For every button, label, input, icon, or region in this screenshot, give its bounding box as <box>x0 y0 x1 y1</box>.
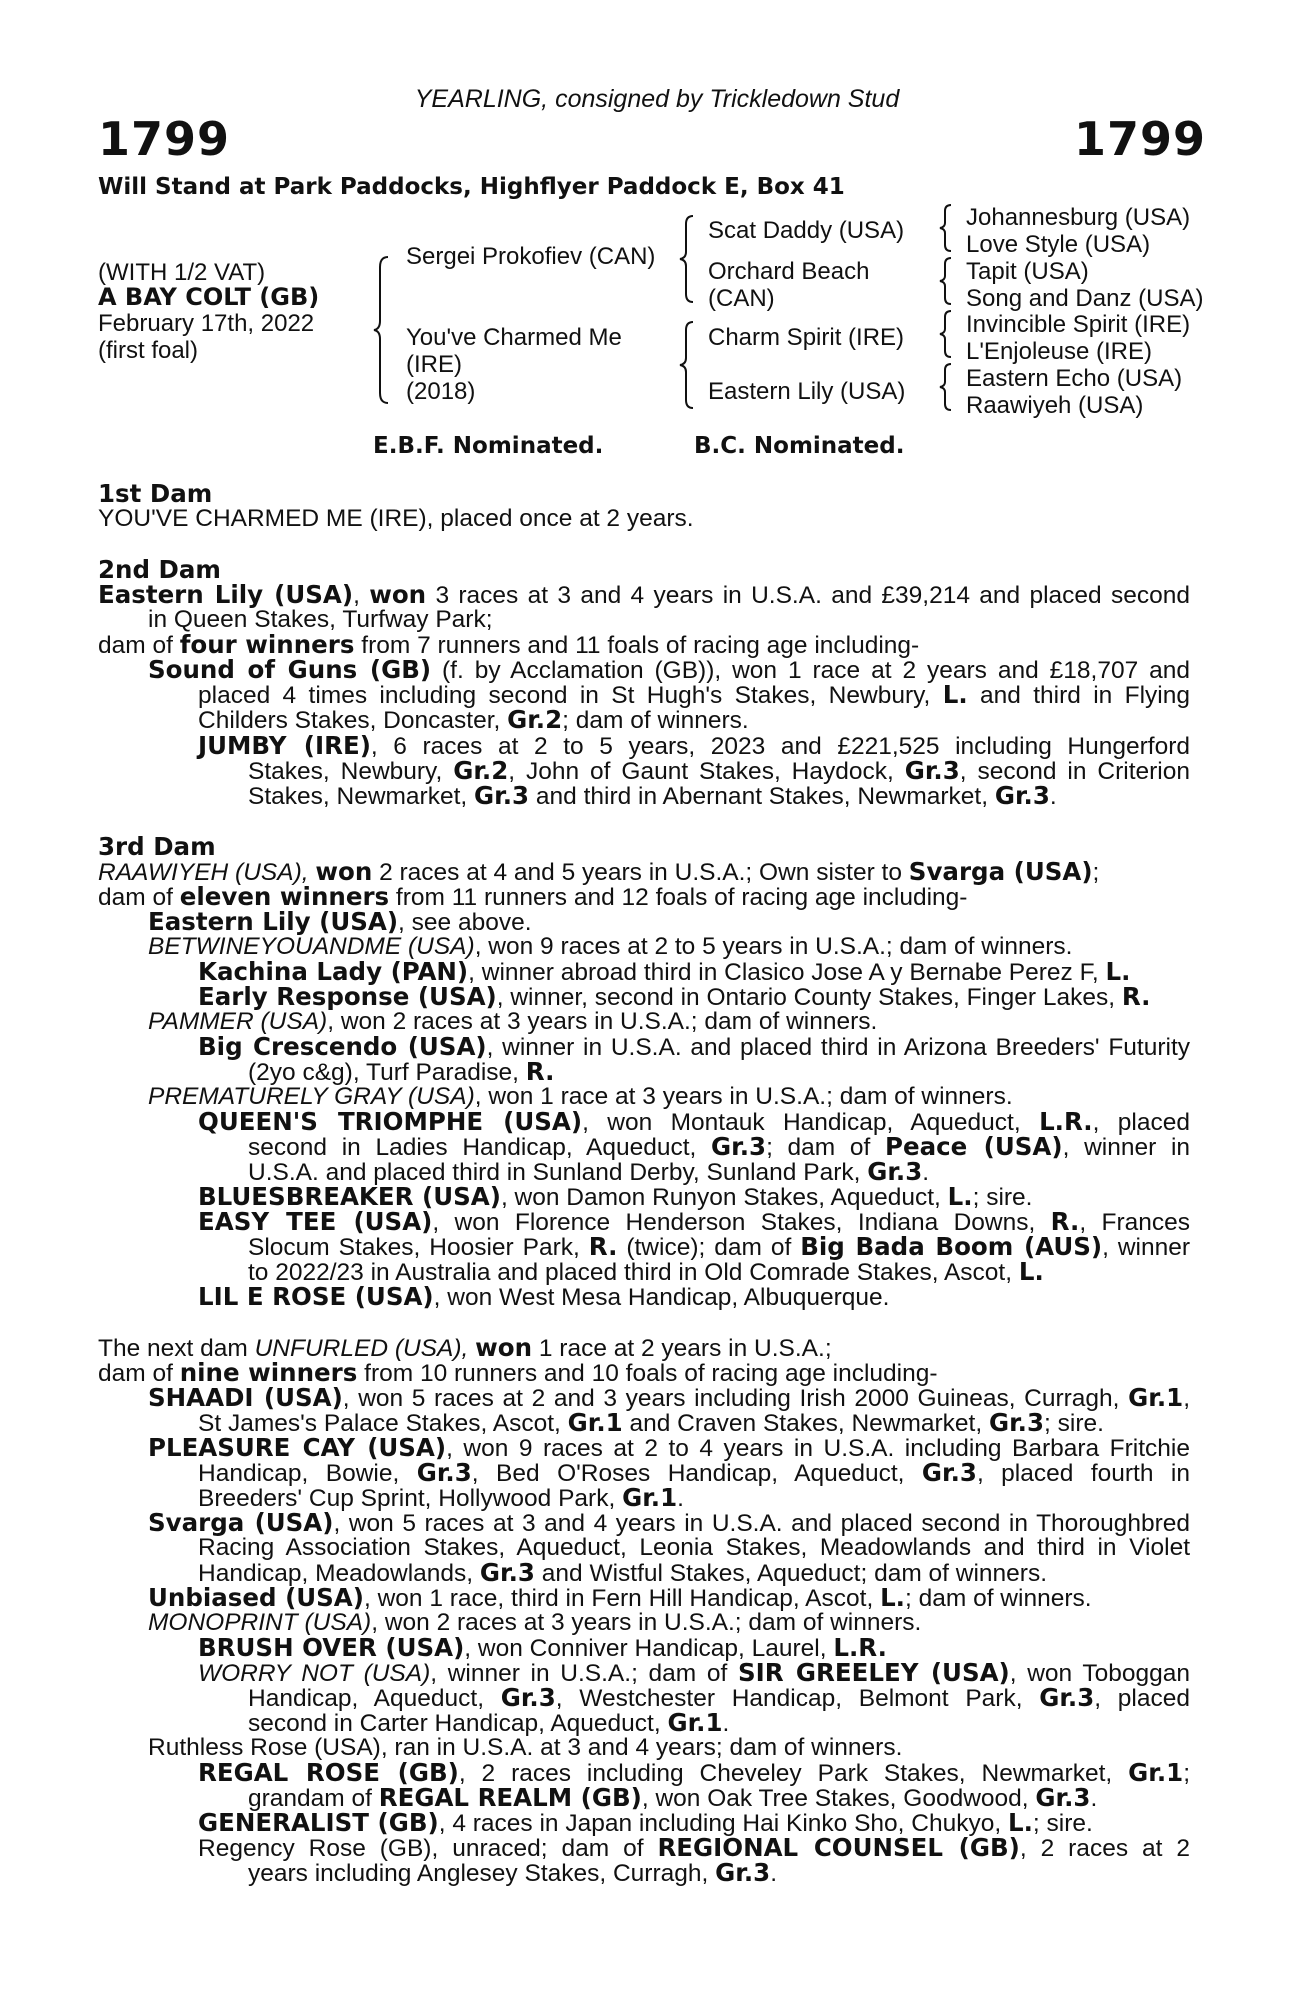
pedigree-brace-g2 <box>938 256 954 306</box>
next-dam-line18: REGAL ROSE (GB), 2 races including Cheveley Park Stakes, Newmarket, Gr.1; <box>198 1758 1190 1787</box>
second-dam-line1: Eastern Lily (USA), won 3 races at 3 and 4 years in U.S.A. and £39,214 and placed second <box>98 580 1190 609</box>
ebf-nominated: E.B.F. Nominated. <box>373 433 604 459</box>
next-dam-line19: grandam of REGAL REALM (GB), won Oak Tree Stakes, Goodwood, Gr.3. <box>248 1783 1098 1812</box>
pedigree-brace-dam <box>677 320 697 410</box>
next-dam-line6: Handicap, Bowie, Gr.3, Bed O'Roses Handicap, Aqueduct, Gr.3, placed fourth in <box>198 1458 1190 1487</box>
next-dam-line22: years including Anglesey Stakes, Curragh, Gr.3. <box>248 1858 777 1887</box>
next-dam-line15: Handicap, Aqueduct, Gr.3, Westchester Handicap, Belmont Park, Gr.3, placed <box>248 1683 1190 1712</box>
pedigree-g1: Johannesburg (USA) <box>966 204 1191 231</box>
jumby-line1: JUMBY (IRE), 6 races at 2 to 5 years, 2023 and £221,525 including Hungerford <box>198 731 1190 760</box>
third-dam-line1: RAAWIYEH (USA), won 2 races at 4 and 5 years in U.S.A.; Own sister to Svarga (USA); <box>98 857 1100 886</box>
next-dam-line11: Unbiased (USA), won 1 race, third in Fern Hill Handicap, Ascot, L.; dam of winners. <box>148 1583 1092 1612</box>
pedigree-g4: Song and Danz (USA) <box>966 285 1204 312</box>
next-dam-line20: GENERALIST (GB), 4 races in Japan including Hai Kinko Sho, Chukyo, L.; sire. <box>198 1808 1093 1837</box>
second-dam-heading: 2nd Dam <box>98 555 221 584</box>
next-dam-line12: MONOPRINT (USA), won 2 races at 3 years in U.S.A.; dam of winners. <box>148 1609 922 1636</box>
third-dam-line13: U.S.A. and placed third in Sunland Derby, Sunland Park, Gr.3. <box>248 1157 930 1186</box>
next-dam-line21: Regency Rose (GB), unraced; dam of REGIONAL COUNSEL (GB), 2 races at 2 <box>198 1833 1190 1862</box>
lot-number-left: 1799 <box>98 112 231 166</box>
next-dam-line8: Svarga (USA), won 5 races at 3 and 4 years in U.S.A. and placed second in Thoroughbred <box>148 1508 1190 1537</box>
sound-of-guns-line3: Childers Stakes, Doncaster, Gr.2; dam of winners. <box>198 705 749 734</box>
next-dam-line13: BRUSH OVER (USA), won Conniver Handicap, Laurel, L.R. <box>198 1633 887 1662</box>
dam-name: Eastern Lily (USA) <box>98 580 354 609</box>
jumby-line2: Stakes, Newbury, Gr.2, John of Gaunt Stakes, Haydock, Gr.3, second in Criterion <box>248 756 1190 785</box>
pedigree-g2: Love Style (USA) <box>966 231 1151 258</box>
third-dam-heading: 3rd Dam <box>98 832 216 861</box>
pedigree-brace-g4 <box>938 362 954 412</box>
next-dam-line14: WORRY NOT (USA), winner in U.S.A.; dam of SIR GREELEY (USA), won Toboggan <box>198 1658 1190 1687</box>
next-dam-line2: dam of nine winners from 10 runners and 10 foals of racing age including- <box>98 1358 938 1387</box>
pedigree-dam-sire: Charm Spirit (IRE) <box>708 324 905 351</box>
third-dam-line7: PAMMER (USA), won 2 races at 3 years in U.S.A.; dam of winners. <box>148 1008 878 1035</box>
third-dam-line11: QUEEN'S TRIOMPHE (USA), won Montauk Handicap, Aqueduct, L.R., placed <box>198 1107 1191 1136</box>
third-dam-line6: Early Response (USA), winner, second in Ontario County Stakes, Finger Lakes, R. <box>198 982 1151 1011</box>
third-dam-line2: dam of eleven winners from 11 runners and 12 foals of racing age including- <box>98 882 968 911</box>
pedigree-g6: L'Enjoleuse (IRE) <box>966 338 1152 365</box>
third-dam-line4: BETWINEYOUANDME (USA), won 9 races at 2 to 5 years in U.S.A.; dam of winners. <box>148 933 1073 960</box>
next-dam-line3: SHAADI (USA), won 5 races at 2 and 3 years including Irish 2000 Guineas, Curragh, Gr.1, <box>148 1383 1190 1412</box>
next-dam-line7: Breeders' Cup Sprint, Hollywood Park, Gr.1. <box>198 1483 684 1512</box>
foal-note: (first foal) <box>98 337 199 364</box>
next-dam-line17: Ruthless Rose (USA), ran in U.S.A. at 3 and 4 years; dam of winners. <box>148 1734 903 1761</box>
pedigree-brace-g3 <box>938 309 954 359</box>
next-dam-line16: second in Carter Handicap, Aqueduct, Gr.1. <box>248 1708 730 1737</box>
next-dam-line4: St James's Palace Stakes, Ascot, Gr.1 and Craven Stakes, Newmarket, Gr.3; sire. <box>198 1408 1104 1437</box>
pedigree-dam-line1: You've Charmed Me <box>406 324 622 351</box>
lot-number-right: 1799 <box>1073 112 1206 166</box>
third-dam-line15: EASY TEE (USA), won Florence Henderson Stakes, Indiana Downs, R., Frances <box>198 1207 1190 1236</box>
third-dam-line5: Kachina Lady (PAN), winner abroad third in Clasico Jose A y Bernabe Perez F, L. <box>198 957 1131 986</box>
second-dam-line2: in Queen Stakes, Turfway Park; <box>148 606 493 633</box>
third-dam-line3: Eastern Lily (USA), see above. <box>148 907 532 936</box>
horse-name: A BAY COLT (GB) <box>98 283 320 311</box>
jumby-line3: Stakes, Newmarket, Gr.3 and third in Abernant Stakes, Newmarket, Gr.3. <box>248 781 1057 810</box>
pedigree-g3: Tapit (USA) <box>966 258 1089 285</box>
stand-location: Will Stand at Park Paddocks, Highflyer Paddock E, Box 41 <box>98 174 845 200</box>
bc-nominated: B.C. Nominated. <box>694 433 905 459</box>
foaling-date: February 17th, 2022 <box>98 310 315 337</box>
pedigree-g5: Invincible Spirit (IRE) <box>966 311 1191 338</box>
third-dam-line17: to 2022/23 in Australia and placed third in Old Comrade Stakes, Ascot, L. <box>248 1257 1044 1286</box>
pedigree-g7: Eastern Echo (USA) <box>966 365 1183 392</box>
pedigree-sire: Sergei Prokofiev (CAN) <box>406 243 656 270</box>
pedigree-brace-main <box>372 255 392 405</box>
pedigree-dam-dam: Eastern Lily (USA) <box>708 378 906 405</box>
sound-of-guns-line1: Sound of Guns (GB) (f. by Acclamation (GB)), won 1 race at 2 years and £18,707 and <box>148 655 1190 684</box>
second-dam-line3: dam of four winners from 7 runners and 11 foals of racing age including- <box>98 630 920 659</box>
third-dam-line10: PREMATURELY GRAY (USA), won 1 race at 3 years in U.S.A.; dam of winners. <box>148 1083 1013 1110</box>
third-dam-line14: BLUESBREAKER (USA), won Damon Runyon Stakes, Aqueduct, L.; sire. <box>198 1182 1033 1211</box>
pedigree-dam-line2: (IRE) <box>406 351 462 378</box>
pedigree-sire-dam-line2: (CAN) <box>708 285 775 312</box>
pedigree-brace-sire <box>677 214 697 304</box>
third-dam-line16: Slocum Stakes, Hoosier Park, R. (twice); dam of Big Bada Boom (AUS), winner <box>248 1232 1191 1261</box>
next-dam-line5: PLEASURE CAY (USA), won 9 races at 2 to 4 years in U.S.A. including Barbara Fritchie <box>148 1433 1190 1462</box>
third-dam-line12: second in Ladies Handicap, Aqueduct, Gr.3; dam of Peace (USA), winner in <box>248 1132 1191 1161</box>
pedigree-sire-sire: Scat Daddy (USA) <box>708 217 905 244</box>
pedigree-brace-g1 <box>938 203 954 253</box>
pedigree-dam-line3: (2018) <box>406 378 476 405</box>
vat-note: (WITH 1/2 VAT) <box>98 259 266 286</box>
third-dam-line18: LIL E ROSE (USA), won West Mesa Handicap, Albuquerque. <box>198 1282 890 1311</box>
third-dam-line8: Big Crescendo (USA), winner in U.S.A. and placed third in Arizona Breeders' Futurity <box>198 1032 1190 1061</box>
next-dam-line1: The next dam UNFURLED (USA), won 1 race at 2 years in U.S.A.; <box>98 1333 832 1362</box>
pedigree-g8: Raawiyeh (USA) <box>966 392 1144 419</box>
third-dam-line9: (2yo c&g), Turf Paradise, R. <box>248 1057 555 1086</box>
next-dam-line10: Handicap, Meadowlands, Gr.3 and Wistful Stakes, Aqueduct; dam of winners. <box>198 1558 1048 1587</box>
next-dam-line9: Racing Association Stakes, Aqueduct, Leonia Stakes, Meadowlands and third in Violet <box>198 1534 1190 1561</box>
sound-of-guns-line2: placed 4 times including second in St Hugh's Stakes, Newbury, L. and third in Flying <box>198 680 1191 709</box>
pedigree-sire-dam-line1: Orchard Beach <box>708 258 870 285</box>
first-dam-heading: 1st Dam <box>98 479 213 508</box>
consignment-line: YEARLING, consigned by Trickledown Stud <box>414 85 900 113</box>
first-dam-text: YOU'VE CHARMED ME (IRE), placed once at 2 years. <box>98 505 694 532</box>
